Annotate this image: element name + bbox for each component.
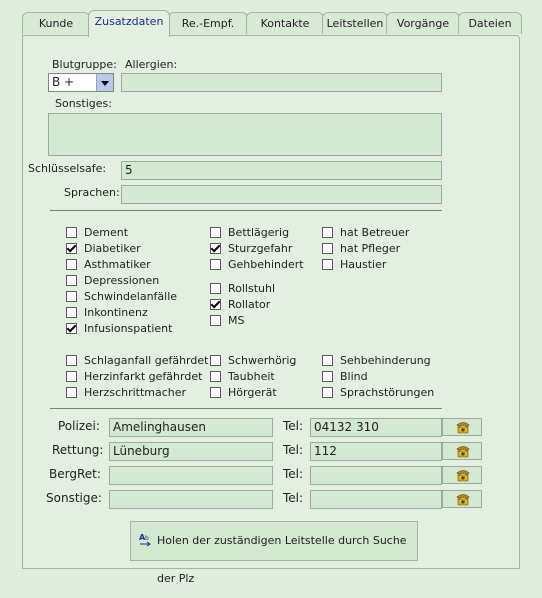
- checkbox-box[interactable]: [210, 227, 221, 238]
- checkbox-box[interactable]: [66, 371, 77, 382]
- checkbox-label: Asthmatiker: [84, 258, 151, 271]
- checkbox-sturzgefahr[interactable]: [210, 241, 292, 257]
- checkbox-label: hat Betreuer: [340, 226, 410, 239]
- fetch-leitstelle-button[interactable]: [130, 521, 418, 585]
- sonstige-label: Sonstige:: [46, 491, 102, 505]
- bergret-name-input[interactable]: [109, 466, 273, 485]
- checkbox-label: Haustier: [340, 258, 387, 271]
- checkbox-blind[interactable]: [322, 369, 368, 385]
- rettung-call-button[interactable]: [442, 442, 482, 460]
- sonstiges-textarea[interactable]: [48, 113, 442, 156]
- tab-vorgaenge[interactable]: Vorgänge: [386, 12, 460, 34]
- checkbox-box[interactable]: [66, 227, 77, 238]
- phone-icon: [455, 445, 471, 458]
- checkbox-schwindelanfaelle[interactable]: [66, 289, 177, 305]
- svg-text:A: A: [139, 533, 146, 542]
- checkbox-label: Infusionspatient: [84, 322, 173, 335]
- checkbox-box[interactable]: [210, 371, 221, 382]
- checkbox-label: Hörgerät: [228, 386, 277, 399]
- checkbox-label: Schwindelanfälle: [84, 290, 178, 303]
- checkbox-infusionspatient[interactable]: [66, 321, 172, 337]
- search-replace-icon: [139, 532, 153, 548]
- checkbox-box[interactable]: [66, 275, 77, 286]
- bergret-call-button[interactable]: [442, 466, 482, 484]
- blutgruppe-label: Blutgruppe:: [52, 58, 117, 71]
- checkbox-diabetiker[interactable]: [66, 241, 141, 257]
- checkbox-box[interactable]: [66, 307, 77, 318]
- checkbox-bettlaegerig[interactable]: [210, 225, 289, 241]
- checkbox-box[interactable]: [210, 243, 221, 254]
- checkbox-label: Rollstuhl: [228, 282, 276, 295]
- polizei-call-button[interactable]: [442, 418, 482, 436]
- bergret-label: BergRet:: [49, 467, 101, 481]
- checkbox-dement[interactable]: [66, 225, 128, 241]
- checkbox-label: Sturzgefahr: [228, 242, 293, 255]
- checkbox-box[interactable]: [66, 291, 77, 302]
- sonstiges-label: Sonstiges:: [55, 97, 112, 110]
- rettung-tel-input[interactable]: 112: [310, 442, 442, 461]
- checkbox-box[interactable]: [66, 387, 77, 398]
- allergien-label: Allergien:: [125, 58, 178, 71]
- checkbox-schwerhoerig[interactable]: [210, 353, 296, 369]
- blutgruppe-value: B +: [52, 75, 75, 89]
- checkbox-label: Bettlägerig: [228, 226, 290, 239]
- checkbox-box[interactable]: [210, 315, 221, 326]
- tab-zusatzdaten[interactable]: Zusatzdaten: [88, 10, 170, 37]
- checkbox-label: Depressionen: [84, 274, 160, 287]
- chevron-down-icon[interactable]: [96, 74, 113, 91]
- checkbox-herzinfarkt-gefaehrdet[interactable]: [66, 369, 202, 385]
- checkbox-box[interactable]: [210, 259, 221, 270]
- checkbox-label: Sprachstörungen: [340, 386, 435, 399]
- checkbox-inkontinenz[interactable]: [66, 305, 148, 321]
- checkbox-gehbehindert[interactable]: [210, 257, 304, 273]
- rettung-label: Rettung:: [52, 443, 104, 457]
- checkbox-box[interactable]: [210, 299, 221, 310]
- checkbox-box[interactable]: [322, 243, 333, 254]
- checkbox-haustier[interactable]: [322, 257, 386, 273]
- checkbox-label: Rollator: [228, 298, 271, 311]
- checkbox-box[interactable]: [322, 371, 333, 382]
- checkbox-box[interactable]: [322, 355, 333, 366]
- checkbox-rollstuhl[interactable]: [210, 281, 275, 297]
- checkbox-hat-betreuer[interactable]: [322, 225, 409, 241]
- rettung-tel-label: Tel:: [283, 443, 304, 457]
- checkbox-box[interactable]: [322, 227, 333, 238]
- polizei-tel-label: Tel:: [283, 419, 304, 433]
- checkbox-schlaganfall-gefaehrdet[interactable]: [66, 353, 208, 369]
- checkbox-label: MS: [228, 314, 245, 327]
- phone-icon: [455, 493, 471, 506]
- tab-kunde[interactable]: Kunde: [22, 12, 90, 34]
- checkbox-box[interactable]: [66, 323, 77, 334]
- checkbox-label: Dement: [84, 226, 129, 239]
- sprachen-input[interactable]: [121, 185, 442, 204]
- checkbox-box[interactable]: [66, 259, 77, 270]
- checkbox-box[interactable]: [66, 355, 77, 366]
- checkbox-box[interactable]: [210, 387, 221, 398]
- checkbox-hoergeraet[interactable]: [210, 385, 277, 401]
- checkbox-label: Diabetiker: [84, 242, 141, 255]
- schluesselsafe-input[interactable]: 5: [121, 161, 442, 180]
- checkbox-box[interactable]: [66, 243, 77, 254]
- checkbox-label: Blind: [340, 370, 368, 383]
- divider-2: [50, 408, 442, 409]
- checkbox-ms[interactable]: [210, 313, 244, 329]
- polizei-name-input[interactable]: Amelinghausen: [109, 418, 273, 437]
- bergret-tel-input[interactable]: [310, 466, 442, 485]
- blutgruppe-select[interactable]: [48, 73, 114, 92]
- tab-leitstellen[interactable]: Leitstellen: [322, 12, 388, 34]
- checkbox-label: Sehbehinderung: [340, 354, 431, 367]
- phone-icon: [455, 469, 471, 482]
- checkbox-box[interactable]: [322, 259, 333, 270]
- checkbox-box[interactable]: [322, 387, 333, 398]
- sonstige-tel-label: Tel:: [283, 491, 304, 505]
- allergien-input[interactable]: [121, 73, 442, 92]
- phone-icon: [455, 421, 471, 434]
- checkbox-label: Schlaganfall gefährdet: [84, 354, 209, 367]
- checkbox-label: Schwerhörig: [228, 354, 297, 367]
- checkbox-label: Gehbehindert: [228, 258, 304, 271]
- checkbox-sprachstoerungen[interactable]: [322, 385, 434, 401]
- sonstige-call-button[interactable]: [442, 490, 482, 508]
- checkbox-box[interactable]: [210, 355, 221, 366]
- polizei-tel-input[interactable]: 04132 310: [310, 418, 442, 437]
- checkbox-taubheit[interactable]: [210, 369, 275, 385]
- checkbox-sehbehinderung[interactable]: [322, 353, 431, 369]
- checkbox-asthmatiker[interactable]: [66, 257, 151, 273]
- polizei-label: Polizei:: [58, 419, 100, 433]
- checkbox-hat-pfleger[interactable]: [322, 241, 400, 257]
- checkbox-depressionen[interactable]: [66, 273, 159, 289]
- sonstige-tel-input[interactable]: [310, 490, 442, 509]
- rettung-name-input[interactable]: Lüneburg: [109, 442, 273, 461]
- sprachen-label: Sprachen:: [64, 186, 120, 199]
- schluesselsafe-label: Schlüsselsafe:: [28, 162, 107, 175]
- bergret-tel-label: Tel:: [283, 467, 304, 481]
- tab-dateien[interactable]: Dateien: [458, 12, 522, 34]
- checkbox-label: Herzschrittmacher: [84, 386, 187, 399]
- tab-kontakte[interactable]: Kontakte: [246, 12, 324, 34]
- sonstige-name-input[interactable]: [109, 490, 273, 509]
- checkbox-label: Taubheit: [228, 370, 275, 383]
- divider-1: [50, 210, 442, 211]
- checkbox-herzschrittmacher[interactable]: [66, 385, 186, 401]
- tab-re-empf[interactable]: Re.-Empf.: [168, 12, 248, 34]
- checkbox-rollator[interactable]: [210, 297, 270, 313]
- checkbox-label: Inkontinenz: [84, 306, 148, 319]
- svg-text:b: b: [145, 535, 149, 542]
- checkbox-label: Herzinfarkt gefährdet: [84, 370, 203, 383]
- checkbox-label: hat Pfleger: [340, 242, 401, 255]
- fetch-leitstelle-label: Holen der zuständigen Leitstelle durch Suche der Plz: [157, 534, 407, 585]
- checkbox-box[interactable]: [210, 283, 221, 294]
